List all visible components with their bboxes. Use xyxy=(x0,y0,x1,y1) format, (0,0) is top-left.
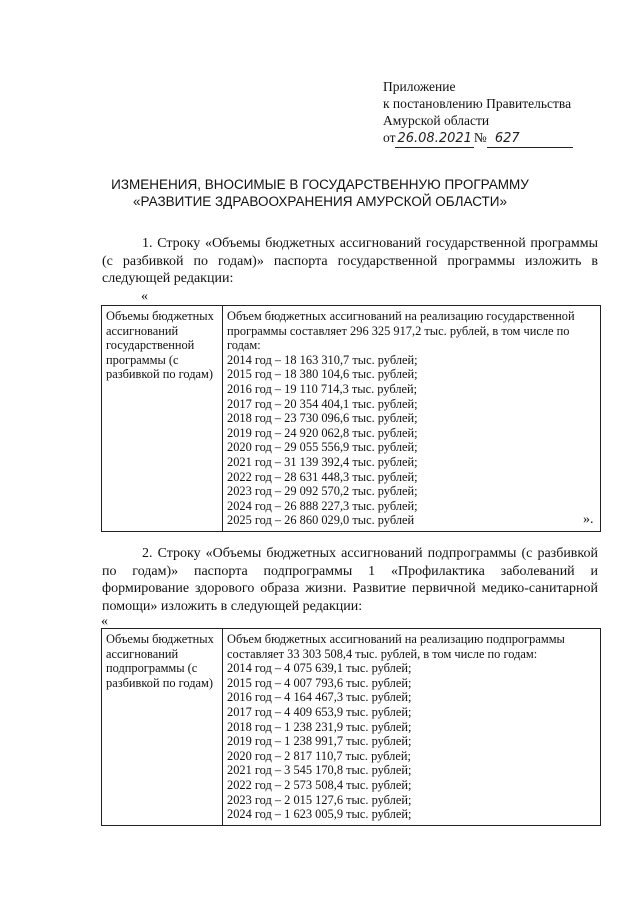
section-2-open-quote: « xyxy=(101,614,108,629)
table-left-cell: Объемы бюджетных ассигнований подпрограммы (с разбивкой по годам) xyxy=(102,629,223,826)
year-row: 2015 год – 4 007 793,6 тыс. рублей; xyxy=(227,675,412,690)
section-1-table xyxy=(101,305,601,532)
year-row: 2025 год – 26 860 029,0 тыс. рублей xyxy=(227,513,415,528)
document-title xyxy=(0,176,640,210)
section-2-text: 2. Строку «Объемы бюджетных ассигнований подпрограммы (с разбивкой по годам)» паспорта подпрограммы 1 «Профилактика заболеваний и формирование здорового образа жизни. Развитие первичной медико-санитарной помощи» изложить в следующей редакции: xyxy=(102,546,598,614)
year-row: 2021 год – 3 545 170,8 тыс. рублей; xyxy=(227,763,412,778)
year-row: 2017 год – 4 409 653,9 тыс. рублей; xyxy=(227,704,412,719)
year-row: 2019 год – 24 920 062,8 тыс. рублей; xyxy=(227,425,418,440)
year-row: 2023 год – 29 092 570,2 тыс. рублей; xyxy=(227,484,418,499)
appendix-line-2: к постановлению Правительства xyxy=(383,96,572,111)
year-row: 2016 год – 4 164 467,3 тыс. рублей; xyxy=(227,690,412,705)
table-right-cell xyxy=(223,629,601,826)
year-row: 2016 год – 19 110 714,3 тыс. рублей; xyxy=(227,381,418,396)
handwritten-date: 26.08.2021 xyxy=(397,131,472,146)
from-prefix: от xyxy=(383,130,396,145)
year-row: 2018 год – 23 730 096,6 тыс. рублей; xyxy=(227,411,418,426)
title-line-1: ИЗМЕНЕНИЯ, ВНОСИМЫЕ В ГОСУДАРСТВЕННУЮ ПРОГРАММУ xyxy=(111,177,529,192)
section-1-open-quote: « xyxy=(141,289,148,304)
appendix-header xyxy=(383,78,573,148)
year-row: 2019 год – 1 238 991,7 тыс. рублей; xyxy=(227,734,412,749)
year-row: 2020 год – 2 817 110,7 тыс. рублей; xyxy=(227,748,411,763)
year-row: 2020 год – 29 055 556,9 тыс. рублей; xyxy=(227,440,418,455)
handwritten-number: 627 xyxy=(487,130,573,148)
year-row: 2014 год – 4 075 639,1 тыс. рублей; xyxy=(227,661,412,676)
year-row: 2021 год – 31 139 392,4 тыс. рублей; xyxy=(227,454,418,469)
year-list xyxy=(227,661,596,822)
table-row xyxy=(102,306,601,532)
appendix-date-number xyxy=(383,129,573,148)
appendix-line-1: Приложение xyxy=(383,79,456,94)
table-intro: Объем бюджетных ассигнований на реализацию государственной программы составляет 296 325 917,2 тыс. рублей, в том числе по годам: xyxy=(227,309,575,353)
year-row: 2024 год – 26 888 227,3 тыс. рублей; xyxy=(227,498,418,513)
table-intro: Объем бюджетных ассигнований на реализацию подпрограммы составляет 33 303 508,4 тыс. рублей, в том числе по годам: xyxy=(227,632,565,661)
appendix-line-3: Амурской области xyxy=(383,113,490,128)
section-2-paragraph xyxy=(102,545,598,615)
number-prefix: № xyxy=(473,130,487,145)
table-right-cell xyxy=(223,306,601,532)
year-row: 2017 год – 20 354 404,1 тыс. рублей; xyxy=(227,396,418,411)
section-2-table xyxy=(101,628,601,826)
section-1-paragraph xyxy=(102,235,598,288)
year-row: 2015 год – 18 380 104,6 тыс. рублей; xyxy=(227,367,418,382)
year-row: 2023 год – 2 015 127,6 тыс. рублей; xyxy=(227,792,412,807)
year-row: 2014 год – 18 163 310,7 тыс. рублей; xyxy=(227,352,418,367)
year-row: 2022 год – 2 573 508,4 тыс. рублей; xyxy=(227,777,412,792)
title-line-2: «РАЗВИТИЕ ЗДРАВООХРАНЕНИЯ АМУРСКОЙ ОБЛАСТИ» xyxy=(133,194,507,209)
table-row xyxy=(102,629,601,826)
year-row: 2022 год – 28 631 448,3 тыс. рублей; xyxy=(227,469,418,484)
year-row: 2018 год – 1 238 231,9 тыс. рублей; xyxy=(227,719,412,734)
year-list xyxy=(227,353,596,528)
year-row: 2024 год – 1 623 005,9 тыс. рублей; xyxy=(227,807,412,822)
table-left-cell: Объемы бюджетных ассигнований государственной программы (с разбивкой по годам) xyxy=(102,306,223,532)
section-1-close-quote: ». xyxy=(583,512,594,527)
section-1-text: 1. Строку «Объемы бюджетных ассигнований государственной программы (с разбивкой по годам)» паспорта государственной программы изложить в следующей редакции: xyxy=(102,236,598,286)
